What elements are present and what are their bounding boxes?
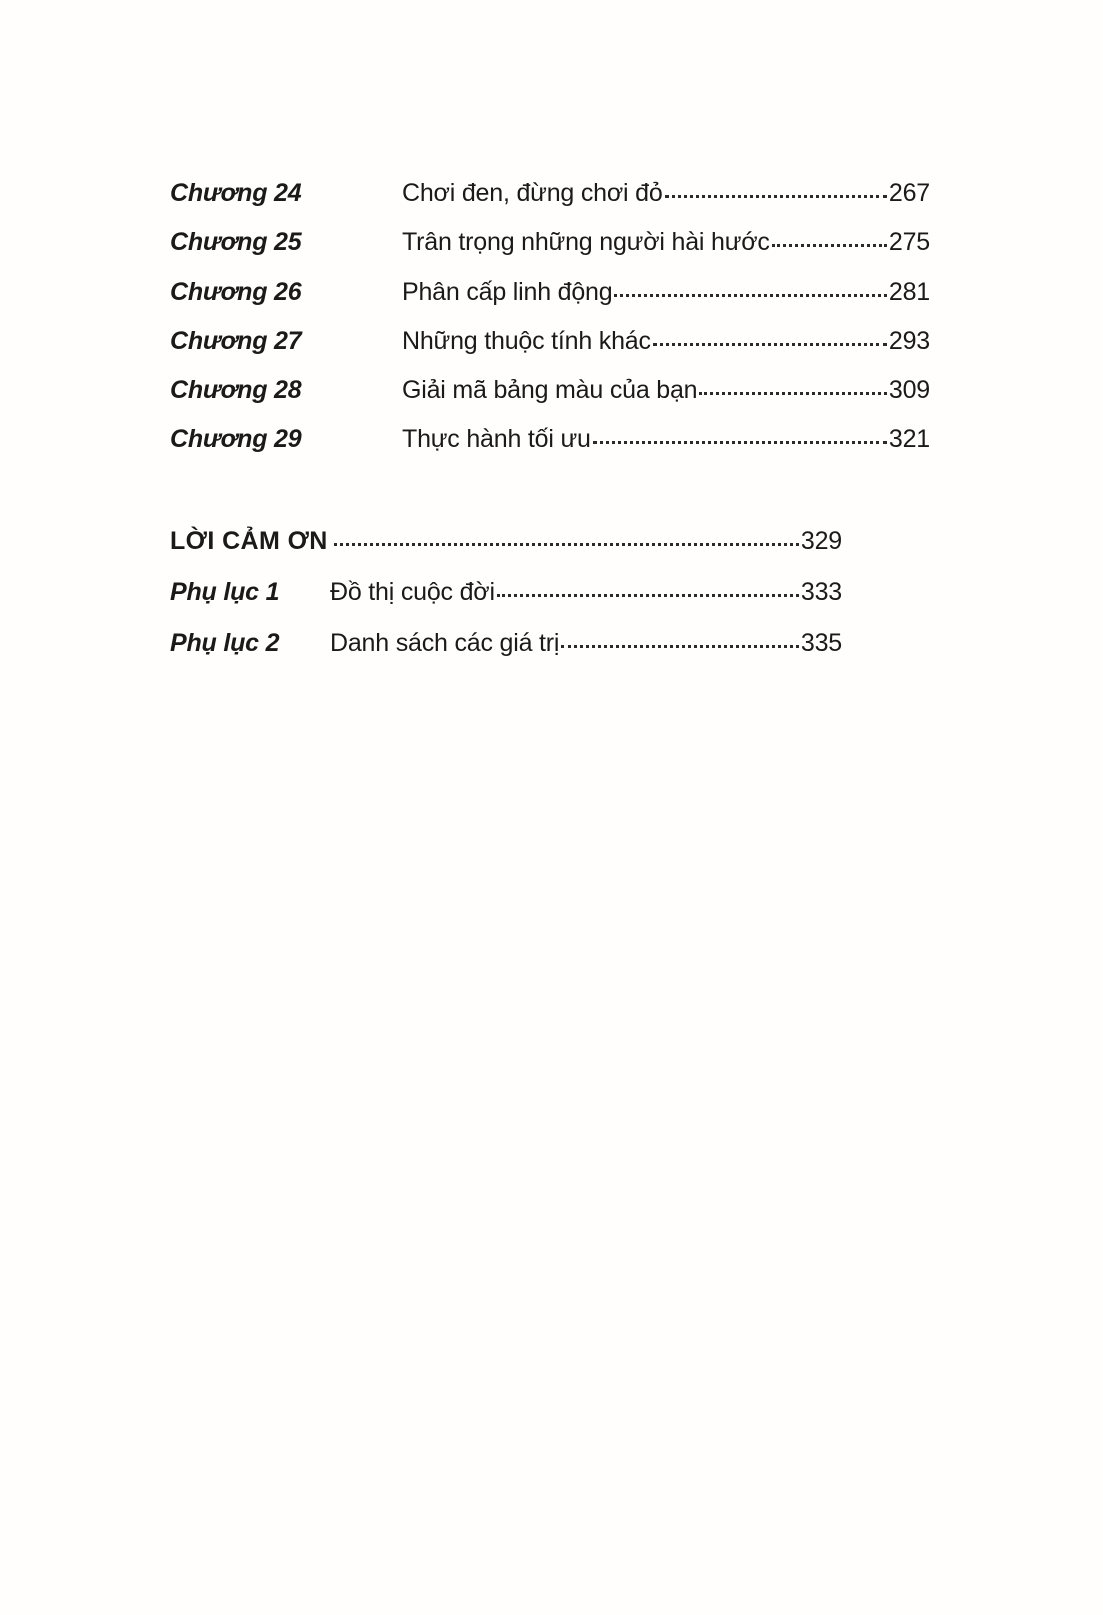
toc-entry-title: Chơi đen, đừng chơi đỏ: [402, 179, 663, 207]
toc-entry-label: Chương 27: [170, 326, 302, 355]
toc-entry-title: Phân cấp linh động: [402, 277, 613, 306]
toc-entry-chapter[interactable]: [170, 424, 930, 455]
toc-entry-chapter[interactable]: [170, 277, 930, 308]
toc-entry-page: 267: [888, 179, 930, 207]
toc-entry-chapter[interactable]: [170, 227, 930, 258]
toc-entry-label: LỜI CẢM ƠN: [170, 526, 328, 555]
toc-entry-page: 333: [800, 577, 842, 606]
toc-entry-label: Phụ lục 1: [170, 577, 280, 606]
backmatter-section: [170, 526, 842, 660]
toc-entry-page: 275: [888, 228, 930, 257]
toc-entry-page: 329: [800, 526, 842, 555]
table-of-contents: [170, 178, 930, 679]
toc-entry-appendix[interactable]: [170, 628, 842, 659]
toc-entry-label: Phụ lục 2: [170, 629, 280, 657]
toc-entry-acknowledgement[interactable]: [170, 526, 842, 557]
dot-leader: [593, 441, 887, 444]
toc-entry-page: 293: [888, 326, 930, 355]
toc-entry-appendix[interactable]: [170, 577, 842, 608]
dot-leader: [497, 594, 799, 597]
toc-entry-title: Trân trọng những người hài hước: [402, 228, 770, 257]
toc-entry-chapter[interactable]: [170, 326, 930, 357]
dot-leader: [334, 543, 799, 546]
dot-leader: [561, 645, 799, 648]
toc-entry-title: Thực hành tối ưu: [402, 425, 591, 454]
toc-entry-page: 281: [888, 277, 930, 306]
dot-leader: [772, 244, 887, 247]
toc-entry-page: 335: [800, 629, 842, 657]
toc-entry-title: Giải mã bảng màu của bạn: [402, 376, 698, 404]
toc-entry-label: Chương 26: [170, 277, 302, 306]
toc-entry-chapter[interactable]: [170, 375, 930, 406]
toc-entry-title: Đồ thị cuộc đời: [330, 577, 495, 606]
dot-leader: [653, 343, 887, 346]
toc-entry-title: Những thuộc tính khác: [402, 326, 651, 355]
dot-leader: [665, 195, 887, 198]
toc-entry-label: Chương 28: [170, 376, 302, 404]
toc-entry-label: Chương 25: [170, 228, 302, 257]
toc-entry-title: Danh sách các giá trị: [330, 629, 560, 657]
toc-entry-page: 309: [888, 376, 930, 404]
toc-entry-label: Chương 29: [170, 425, 302, 454]
toc-entry-chapter[interactable]: [170, 178, 930, 209]
toc-entry-label: Chương 24: [170, 179, 302, 207]
dot-leader: [699, 392, 886, 395]
dot-leader: [614, 294, 886, 297]
toc-entry-page: 321: [888, 425, 930, 454]
